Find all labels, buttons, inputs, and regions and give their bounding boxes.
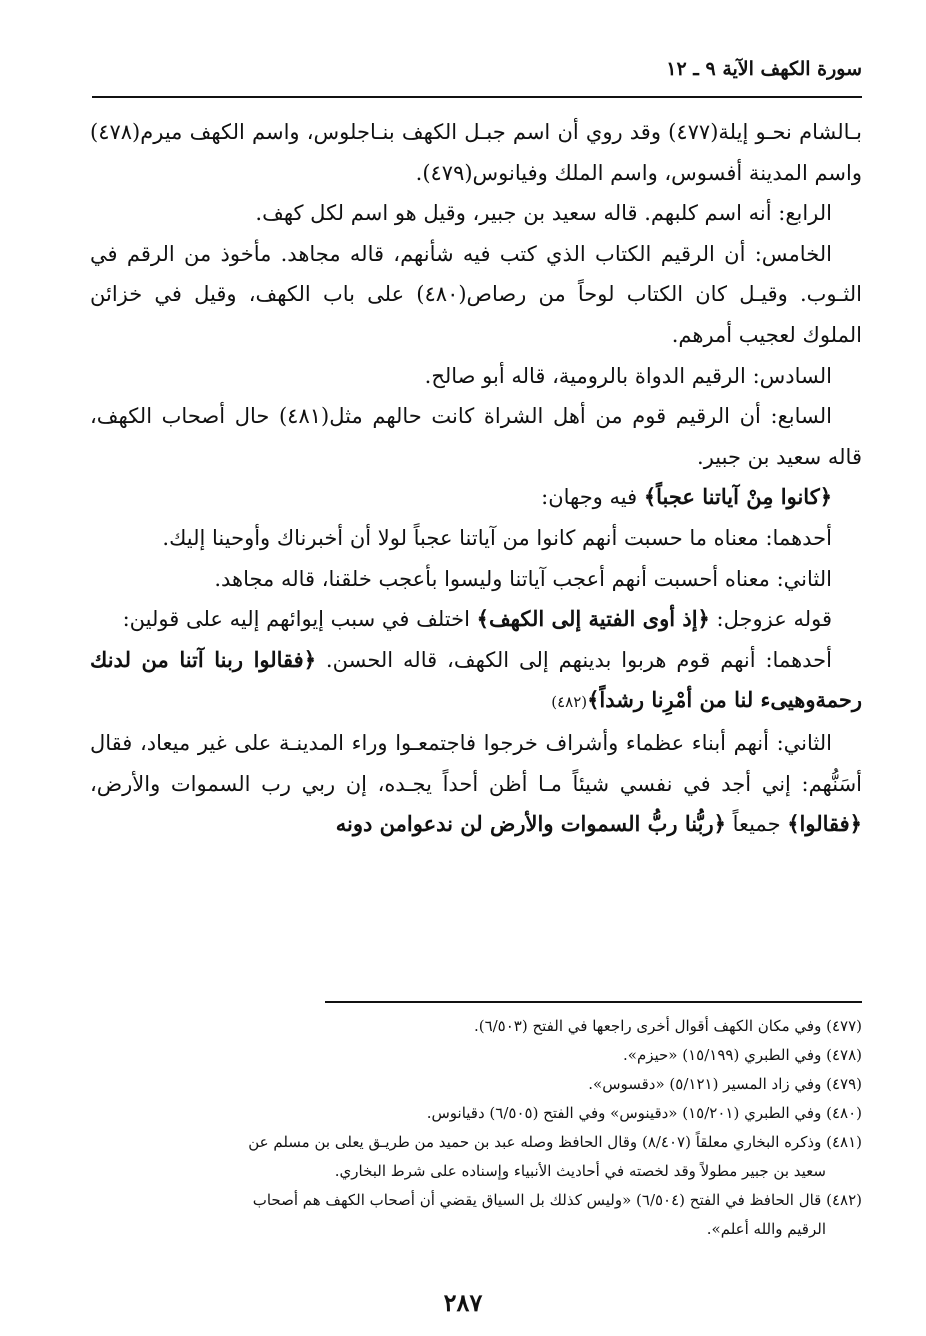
quran-quote: ﴿كانوا مِنْ آياتنا عجباً﴾ [643, 484, 832, 510]
main-text [90, 112, 862, 845]
footnote-479: (٤٧٩) وفي زاد المسير (٥/١٢١) «دقسوس». [588, 1075, 862, 1093]
paragraph-5: السابع: أن الرقيم قوم من أهل الشراة كانت حالهم مثل(٤٨١) حال أصحاب الكهف، قاله سعيد بن جبير. [90, 404, 862, 469]
footnote-482: (٤٨٢) قال الحافظ في الفتح (٦/٥٠٤) «وليس كذلك بل السياق يقضي أن أصحاب الكهف هم أصحاب [252, 1191, 862, 1209]
paragraph-3: الخامس: أن الرقيم الكتاب الذي كتب فيه شأنهم، قاله مجاهد. مأخوذ من الرقم في الثـوب. وقيـل كان الكتاب لوحاً من رصاص(٤٨٠) على باب الكهف، وقيل في خزائن الملوك لعجيب أمرهم. [90, 241, 863, 347]
footnote-477: (٤٧٧) وفي مكان الكهف أقوال أخرى راجعها في الفتح (٦/٥٠٣). [473, 1017, 862, 1035]
footnote-481-continued: سعيد بن جبير مطولاً وقد لخصته في أحاديث الأنبياء وإسناده على شرط البخاري. [334, 1162, 826, 1180]
running-header: سورة الكهف الآية ٩ ـ ١٢ [666, 58, 862, 80]
footnote-divider [325, 1001, 862, 1003]
paragraph-text: أحدهما: أنهم قوم هربوا بدينهم إلى الكهف، قاله الحسن. [316, 647, 832, 672]
paragraph-1: بـالشام نحـو إيلة(٤٧٧) وقد روي أن اسم جبـل الكهف بنـاجلوس، واسم الكهف ميرم(٤٧٨) واسم المدينة أفسوس، واسم الملك وفيانوس(٤٧٩). [90, 120, 862, 185]
quran-quote: ﴿فقالوا﴾ [787, 811, 862, 837]
page-number: ٢٨٧ [443, 1288, 483, 1317]
header-divider [92, 96, 862, 98]
footnotes [90, 1012, 862, 1244]
paragraph-text: قوله عزوجل: [709, 607, 832, 632]
quran-quote: ﴿إذ أوى الفتية إلى الكهف﴾ [476, 606, 710, 632]
paragraph-10 [90, 640, 862, 723]
footnote-480: (٤٨٠) وفي الطبري (١٥/٢٠١) «دقينوس» وفي الفتح (٦/٥٠٥) دقيانوس. [426, 1104, 862, 1122]
footnote-ref: (٤٨٢) [551, 693, 588, 712]
paragraph-11 [90, 723, 862, 845]
footnote-478: (٤٧٨) وفي الطبري (١٥/١٩٩) «حيزم». [623, 1046, 862, 1064]
quran-quote: ﴿فقالوا ربنا آتنا من لدنك رحمةوهيىء لنا من أمْرِنا رشداً﴾ [90, 646, 862, 713]
paragraph-text: جميعاً [725, 812, 788, 837]
paragraph-6 [90, 477, 862, 518]
paragraph-text: اختلف في سبب إيوائهم إليه على قولين: [122, 607, 477, 632]
paragraph-7: أحدهما: معناه ما حسبت أنهم كانوا من آياتنا عجباً لولا أن أخبرناك وأوحينا إليك. [162, 525, 832, 550]
paragraph-8: الثاني: معناه أحسبت أنهم أعجب آياتنا وليسوا بأعجب خلقنا، قاله مجاهد. [214, 566, 832, 591]
paragraph-2: الرابع: أنه اسم كلبهم. قاله سعيد بن جبير، وقيل هو اسم لكل كهف. [255, 201, 832, 226]
paragraph-text: الثاني: أنهم أبناء عظماء وأشراف خرجوا فاجتمعـوا وراء المدينـة على غير ميعاد، فقال أسَنُّهم: إني أجد في نفسي شيئاً مـا أظن أحداً يجـده، إن ربي رب السموات والأرض، [90, 730, 862, 796]
paragraph-9 [90, 599, 862, 640]
footnote-481: (٤٨١) وذكره البخاري معلقاً (٨/٤٠٧) وقال الحافظ وصله عبد بن حميد من طريـق يعلى بن مسلم عن [248, 1133, 862, 1151]
paragraph-4: السادس: الرقيم الدواة بالرومية، قاله أبو صالح. [424, 363, 832, 388]
paragraph-text: فيه وجهان: [541, 485, 644, 510]
quran-quote: ﴿ربُّنا ربُّ السموات والأرض لن ندعوامن دونه [335, 811, 726, 837]
footnote-482-continued: الرقيم والله أعلم». [706, 1220, 826, 1238]
